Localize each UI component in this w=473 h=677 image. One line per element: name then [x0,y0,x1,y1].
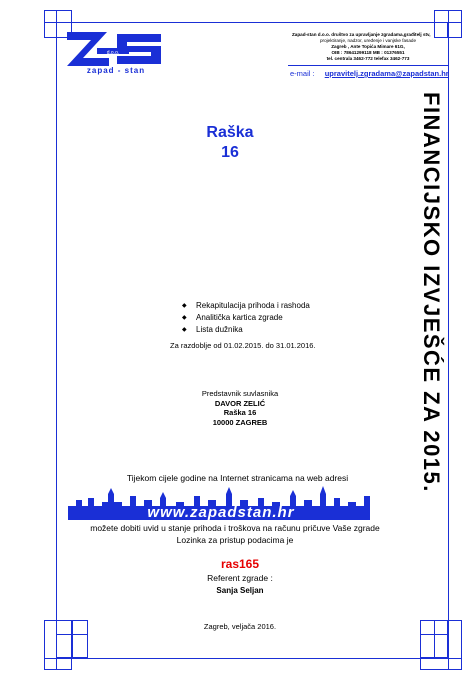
web-url: www.zapadstan.hr [147,504,295,520]
company-line-1: Zapad-stan d.o.o. društvo za upravljanje zgradama,građitelj stv, [292,32,431,37]
company-line-3: Zagreb , Ante Topića Mimare 61G, [331,44,405,49]
representative-block [170,389,310,427]
report-period: Za razdoblje od 01.02.2015. do 31.01.2016. [170,341,316,350]
place-and-date: Zagreb, veljača 2016. [203,622,277,631]
company-logo-icon [63,28,165,84]
contents-item: ◆ Lista dužnika [182,324,310,336]
web-intro: Tijekom cijele godine na Internet stranicama na web adresi [126,473,349,483]
company-line-2: projektiranje, nadzor, uređenje i vanjske fasade [319,38,417,43]
company-info [292,32,444,62]
company-divider [288,65,448,66]
password-note: Lozinka za pristup podacima je [176,535,294,545]
building-title [150,123,310,163]
svg-text:d.o.o.: d.o.o. [106,50,120,56]
company-line-5: tel. centrala 3462-772 telefax 3462-773 [326,56,410,61]
contents-item: ◆ Analitička kartica zgrade [182,312,310,324]
email-row [290,69,450,78]
city-skyline-banner[interactable] [68,484,374,520]
vertical-title [414,92,444,612]
representative-city: 10000 ZAGREB [212,417,268,427]
contents-list [182,300,310,336]
logo-text: zapad - stan [86,66,146,75]
email-link[interactable]: upravitelj.zgradama@zapadstan.hr [324,69,449,78]
representative-label: Predstavnik suvlasnika [201,389,279,398]
vertical-title-text: FINANCIJSKO IZVJEŠĆE ZA 2015. [419,92,444,493]
access-password: ras165 [220,557,260,571]
referent-label: Referent zgrade : [207,573,273,583]
representative-name: DAVOR ZELIĆ [214,398,266,408]
company-line-4: OIB : 78641299118 MB : 01376551 [331,50,405,55]
web-note: možete dobiti uvid u stanje prihoda i troškova na računu pričuve Vaše zgrade [90,523,380,533]
email-label: e-mail : [290,69,315,78]
representative-street: Raška 16 [223,408,257,417]
building-street: Raška [206,124,254,141]
building-number: 16 [221,144,239,161]
contents-item: ◆ Rekapitulacija prihoda i rashoda [182,300,310,312]
referent-name: Sanja Seljan [216,586,264,595]
